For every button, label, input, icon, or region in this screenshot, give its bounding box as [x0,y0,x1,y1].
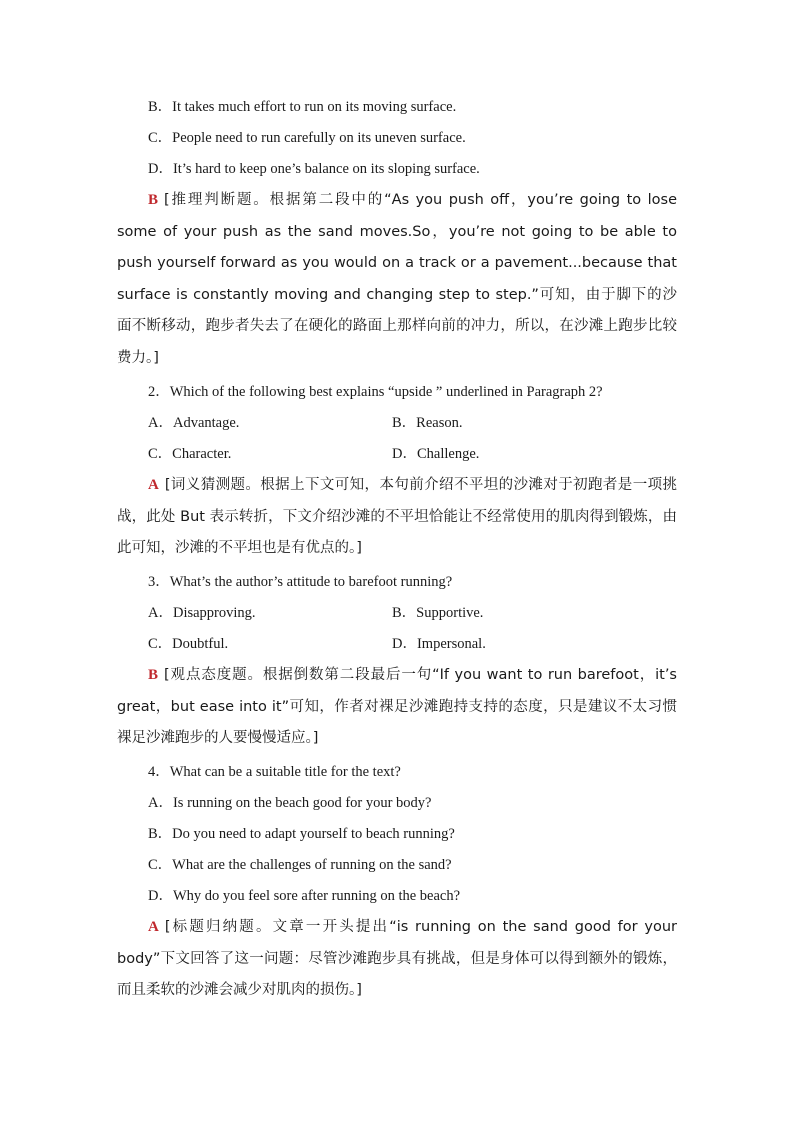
q3-option-d: D．Impersonal. [392,636,486,652]
q1-explanation-text: [推理判断题。根据第二段中的“As you push off，you’re going to lose some of your push as the sand moves.So，you’re not going to be able to push yourself forward as you would on a track or a pavement...because that surface is constantly moving and changing step to step.”可知，由于脚下的沙面不断移动，跑步者失去了在硬化的路面上那样向前的冲力，所以，在沙滩上跑步比较费力。] [117,192,677,366]
q4-option-c: C．What are the challenges of running on the sand? [148,857,452,873]
q1-option-d: D．It’s hard to keep one’s balance on its sloping surface. [148,161,480,177]
q2-option-c: C．Character. [148,446,232,462]
q1-explanation [117,185,677,374]
q3-option-a: A．Disapproving. [148,605,256,621]
q4-answer: A [148,919,159,935]
q4-explanation [117,912,677,1007]
q2-explanation-text: [词义猜测题。根据上下文可知，本句前介绍不平坦的沙滩对于初跑者是一项挑战，此处 But 表示转折，下文介绍沙滩的不平坦恰能让不经常使用的肌肉得到锻炼，由此可知，沙滩的不平坦也是有优点的。] [117,477,677,556]
q3-explanation-text: [观点态度题。根据倒数第二段最后一句“If you want to run barefoot，it’s great，but ease into it”可知，作者对裸足沙滩跑持支持的态度，只是建议不太习惯裸足沙滩跑步的人要慢慢适应。] [117,667,677,746]
q3-answer: B [148,667,159,683]
q2-answer: A [148,477,159,493]
q4-explanation-text: [标题归纳题。文章一开头提出“is running on the sand good for your body”下文回答了这一问题：尽管沙滩跑步具有挑战，但是身体可以得到额外的锻炼，而且柔软的沙滩会减少对肌肉的损伤。] [117,919,677,998]
q3-stem: 3．What’s the author’s attitude to barefoot running? [148,574,453,590]
q1-option-c: C．People need to run carefully on its uneven surface. [148,130,466,146]
q4-option-d: D．Why do you feel sore after running on the beach? [148,888,461,904]
q2-option-a: A．Advantage. [148,415,240,431]
q2-option-b: B．Reason. [392,415,463,431]
q3-explanation [117,660,677,755]
q2-option-d: D．Challenge. [392,446,480,462]
q2-explanation [117,470,677,565]
q4-stem: 4．What can be a suitable title for the text? [148,764,401,780]
q2-stem: 2．Which of the following best explains “upside ” underlined in Paragraph 2? [148,384,603,400]
q1-option-b: B．It takes much effort to run on its moving surface. [148,99,457,115]
q3-option-b: B．Supportive. [392,605,484,621]
q4-option-a: A．Is running on the beach good for your body? [148,795,432,811]
q1-answer: B [148,192,159,208]
q3-option-c: C．Doubtful. [148,636,229,652]
q4-option-b: B．Do you need to adapt yourself to beach running? [148,826,455,842]
